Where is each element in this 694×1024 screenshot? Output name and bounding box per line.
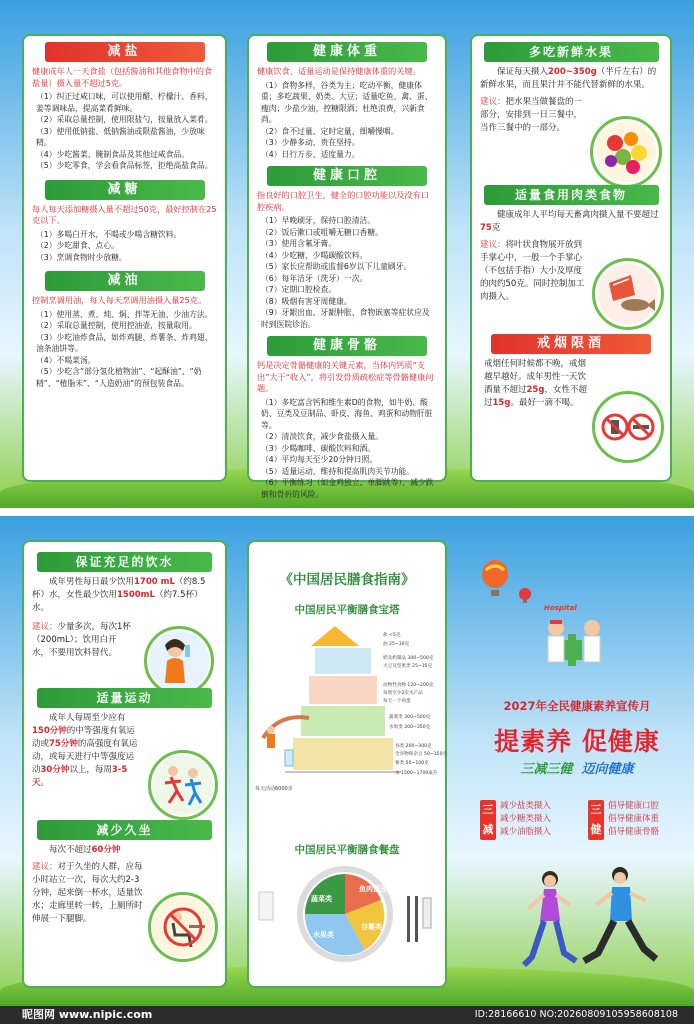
list-item: （3）使用低钠盐、低钠酱油或限盐酱油，少放味精。 xyxy=(36,126,205,147)
list-item: （9）牙龈出血、牙龈肿胀、食物嵌塞等症状应及时到医院诊治。 xyxy=(261,308,430,329)
oral-title: 健康口腔 xyxy=(267,166,427,186)
smoke-title: 戒烟限酒 xyxy=(491,334,651,354)
sugar-list xyxy=(24,229,225,264)
oil-title: 减油 xyxy=(45,271,205,291)
no-smoking-drinking-image xyxy=(592,391,664,463)
pagoda-layer-dairy xyxy=(315,648,371,674)
list-item: （3）烹调食物时少放糖。 xyxy=(36,252,127,262)
list-item: （7）定期口腔检查。 xyxy=(261,285,337,294)
panel-dietary-guidelines xyxy=(247,540,447,988)
weight-title: 健康体重 xyxy=(267,42,427,62)
plate-label: 鱼肉蛋豆类 xyxy=(359,885,394,893)
list-item: （5）家长应帮助或监督6岁以下儿童刷牙。 xyxy=(261,262,412,271)
pagoda-label: 蔬菜类 300~500克 xyxy=(389,715,431,720)
fruit-suggestion: 建议：把水果当做餐盘的一部分，安排到一日三餐中，当作三餐中的一部分。 xyxy=(480,97,583,133)
fruit-title: 多吃新鲜水果 xyxy=(484,42,659,62)
spoon-icon xyxy=(423,898,431,928)
meat-fish-icon xyxy=(595,261,661,327)
smoke-text: 戒烟任何时候都不晚，戒烟越早越好。成年男性一天饮酒量不超过25g，女性不超过15g。最好一滴不喝。 xyxy=(484,359,587,408)
pagoda-label: 水 1500~1700毫升 xyxy=(395,771,438,776)
cover-list-item: 减少盐类摄入 xyxy=(500,801,552,811)
list-item: （2）清淡饮食，减少食盐摄入量。 xyxy=(261,432,383,441)
water-glass-icon xyxy=(285,750,293,766)
exercise-text: 成年人每周至少应有150分钟的中等强度有氧运动或75分钟的高强度有氧运动，或每天进行中等强度运动30分钟以上，每周3-5天。 xyxy=(32,713,138,788)
bone-title: 健康骨骼 xyxy=(267,336,427,356)
oral-list xyxy=(249,215,445,330)
pagoda-layer-salt-oil xyxy=(311,626,359,646)
pagoda-label: 全谷物和杂豆 50~150克 xyxy=(395,752,448,757)
list-item: （1）多喝白开水，不喝或少喝含糖饮料。 xyxy=(36,229,182,239)
food-plate xyxy=(249,862,445,972)
list-item: （5）少吃零食，学会看食品标签，拒绝高盐食品。 xyxy=(36,161,213,170)
list-item: （2）饭后漱口或咀嚼无糖口香糖。 xyxy=(261,227,383,237)
list-item: （4）日行万步、适度量力。 xyxy=(261,149,360,159)
panel-salt-sugar-oil xyxy=(22,34,227,482)
bone-list xyxy=(249,397,445,501)
meat-image xyxy=(592,258,664,330)
list-item: （5）少吃含“部分氢化植物油”、“起酥油”、“奶精”、“植脂末”、“人造奶油”的预包装食品。 xyxy=(36,367,202,388)
panel-cover: Hospital 2027年全民健康素养宣传月 提素养 促健康 三减三健 迈向健康 三 减 减少盐类摄入 减少糖类摄入 减少油脂摄入 三 健 倡导健康口腔 倡导健康体重 倡导健康骨骼 xyxy=(460,516,694,1006)
weight-lead: 健康饮食、适量运动是保持健康体重的关键。 xyxy=(257,66,421,76)
image-id: ID:28166610 NO:20260809105958608108 xyxy=(474,1009,678,1020)
panel-fruit-meat-smoke xyxy=(470,34,672,482)
list-item: （2）食不过量、定时定量、细嚼慢咽。 xyxy=(261,126,399,136)
cover-list-item: 减少糖类摄入 xyxy=(500,814,552,824)
woman-drinking-icon xyxy=(147,629,211,693)
list-item: （1）使用蒸、煮、炖、焖、拌等无油、少油方法。 xyxy=(36,309,213,319)
list-item: （6）每年洁牙（洗牙）一次。 xyxy=(261,273,368,283)
campaign-title: 2027年全民健康素养宣传月 xyxy=(503,699,651,713)
hospital-text: Hospital xyxy=(544,604,577,612)
cover-list-item: 倡导健康体重 xyxy=(608,814,660,824)
list-item: （2）采取总量控制，使用控油壶，按量取用。 xyxy=(36,321,197,330)
milk-glass-icon xyxy=(259,892,273,920)
list-item: （4）少吃糖，少喝碳酸饮料。 xyxy=(261,250,368,260)
site-logo: 昵图网 www.nipic.com xyxy=(22,1008,153,1021)
list-item: （1）食物多样，谷类为主；吃动平衡，健康体重；多吃蔬果、奶类、大豆；适量吃鱼、禽、蛋、瘦肉；少盐少油，控糖限酒；杜绝浪费，兴新食尚。 xyxy=(261,80,433,124)
small-balloon-icon xyxy=(518,588,532,604)
list-item: （4）少吃酱菜、腌制食品及其他过咸食品。 xyxy=(36,149,190,159)
list-item: （3）少静多动、贵在坚持。 xyxy=(261,138,360,147)
sugar-title: 减糖 xyxy=(45,180,205,200)
oil-lead: 控制烹调用油，每人每天烹调用油摄入量25克。 xyxy=(32,295,207,305)
pagoda-label: 大豆及坚果类 25~35克 xyxy=(383,664,433,669)
list-item: （3）少喝咖啡、碳酸饮料和酒。 xyxy=(261,443,376,453)
salt-list xyxy=(24,91,225,172)
pagoda-label: 水果类 200~350克 xyxy=(389,725,431,730)
list-item: （1）多吃富含钙和维生素D的食物，如牛奶、酸奶、豆类及豆制品、虾皮、海鱼、鸡蛋和动物肝脏等。 xyxy=(261,397,433,430)
list-item: （4）不喝菜汤。 xyxy=(36,355,96,365)
cover-list-item: 减少油脂摄入 xyxy=(500,827,552,837)
pagoda-label: 薯类 50~100克 xyxy=(395,761,429,766)
doctor-nurse-illustration xyxy=(540,614,610,694)
sit-title: 减少久坐 xyxy=(37,820,212,840)
fruit-bowl-icon xyxy=(593,119,659,185)
hot-air-balloon-icon xyxy=(480,560,510,596)
panel-water-exercise-sit xyxy=(22,540,227,988)
water-title: 保证充足的饮水 xyxy=(37,552,212,572)
fruit-text: 保证每天摄入200~350g（半斤左右）的新鲜水果，而且果汁并不能代替新鲜的水果。 xyxy=(480,67,657,90)
meat-text: 健康成年人平均每天畜禽肉摄入量不要超过75克 xyxy=(480,210,659,233)
pagoda-layer-grain xyxy=(293,738,393,770)
pagoda-label: 每周至少2次水产品 xyxy=(383,691,423,696)
pagoda-layer-vegetable xyxy=(301,706,385,736)
list-item: （3）使用含氟牙膏。 xyxy=(261,239,337,248)
list-item: （2）采取总量控制，使用限盐勺，按量放入菜肴。 xyxy=(36,115,213,124)
running-kids-icon xyxy=(151,753,215,817)
exercise-title: 适量运动 xyxy=(37,688,212,708)
list-item: （6）平衡练习（如金鸡独立、单脚跳等），减少跌倒和骨折的风险。 xyxy=(261,478,434,499)
sugar-lead: 每人每天添加糖摄入量不超过50克，最好控制在25克以下。 xyxy=(32,203,217,225)
list-item: （1）纠正过咸口味，可以使用醋、柠檬汁、香料、姜等调味品，提高菜肴鲜味。 xyxy=(36,92,213,113)
pagoda-label: 奶及奶制品 300~500克 xyxy=(383,656,434,661)
main-slogan: 提素养 促健康 xyxy=(494,727,660,756)
salt-title: 减盐 xyxy=(45,42,205,62)
list-item: （8）吸烟有害牙周健康。 xyxy=(261,296,352,306)
panel-weight-oral-bone xyxy=(247,34,447,499)
sitting-image xyxy=(148,892,218,962)
salt-lead: 健康成年人一天食盐（包括酱油和其他食物中的食盐量）摄入量不超过5克。 xyxy=(32,66,213,88)
list-item: （5）适量运动，维持和提高肌肉关节功能。 xyxy=(261,466,415,476)
no-smoking-icon xyxy=(595,394,661,460)
water-suggestion: 建议：少量多次，每次1杯（200mL）；饮用白开水，不要用饮料替代。 xyxy=(32,622,131,658)
oil-list xyxy=(24,309,225,390)
sit-suggestion: 建议：对于久坐的人群，应每小时站立一次，每次大约2-3分钟，起来倒一杯水，适量饮水；走廊里转一转，上厕所时伸展一下腿脚。 xyxy=(32,862,143,924)
watermark-bar xyxy=(0,1006,694,1024)
pagoda-label: 每天一个鸡蛋 xyxy=(383,699,411,704)
pagoda-label: 谷类 200~300克 xyxy=(395,744,432,749)
fruit-image xyxy=(590,116,662,188)
weight-list xyxy=(249,80,445,161)
drinking-water-image xyxy=(144,626,214,696)
pagoda-layer-meat xyxy=(309,676,377,704)
plate-label: 水果类 xyxy=(313,931,334,939)
walk-label: 每天活动6000步 xyxy=(255,786,293,792)
sit-text: 每次不超过60分钟 xyxy=(49,845,121,855)
pagoda-label: 油 25~30克 xyxy=(383,642,410,647)
meat-title: 适量食用肉类食物 xyxy=(484,185,659,205)
pagoda-label: 盐 <5克 xyxy=(383,633,401,638)
guidelines-title: 《中国居民膳食指南》 xyxy=(279,572,415,588)
walker-icon xyxy=(267,726,275,734)
plate-label: 谷薯类 xyxy=(361,923,382,931)
list-item: （4）平均每天至少20分钟日照。 xyxy=(261,455,378,464)
sheet-gap xyxy=(0,508,694,516)
oral-lead: 指良好的口腔卫生、健全的口腔功能以及没有口腔疾病。 xyxy=(257,190,429,212)
water-text: 成年男性每日最少饮用1700 mL（约8.5杯）水，女性最少饮用1500mL（约7.5杯）水。 xyxy=(32,577,206,613)
no-sitting-icon xyxy=(151,895,215,959)
bone-lead: 钙是决定骨骼健康的关键元素，当体内钙质“支出”大于“收入”，将引发骨质疏松症等骨骼健康问题。 xyxy=(257,360,434,393)
plate-title: 中国居民平衡膳食餐盘 xyxy=(294,844,400,856)
sub-slogan: 三减三健 迈向健康 xyxy=(520,762,634,777)
list-item: （3）少吃油炸食品，如炸鸡腿、炸薯条、炸鸡翅、油条油饼等。 xyxy=(36,332,213,353)
meat-suggestion: 建议：将叶状食物展开放到手掌心中，一般一个手掌心（不包括手指）大小及厚度的肉约50克。同时控制加工肉摄入。 xyxy=(480,240,585,302)
list-item: （1）早晚刷牙，保持口腔清洁。 xyxy=(261,216,376,225)
list-item: （2）少吃甜食、点心。 xyxy=(36,241,119,250)
chopsticks-icon xyxy=(407,896,410,942)
cover-list-item: 倡导健康骨骼 xyxy=(608,827,660,837)
pagoda-label: 动物性食物 120~200克 xyxy=(383,683,434,688)
pagoda-title: 中国居民平衡膳食宝塔 xyxy=(294,604,400,616)
cover-list-item: 倡导健康口腔 xyxy=(608,801,660,811)
running-image xyxy=(148,750,218,820)
runners-illustration xyxy=(480,861,680,991)
plate-label: 蔬菜类 xyxy=(311,895,332,903)
